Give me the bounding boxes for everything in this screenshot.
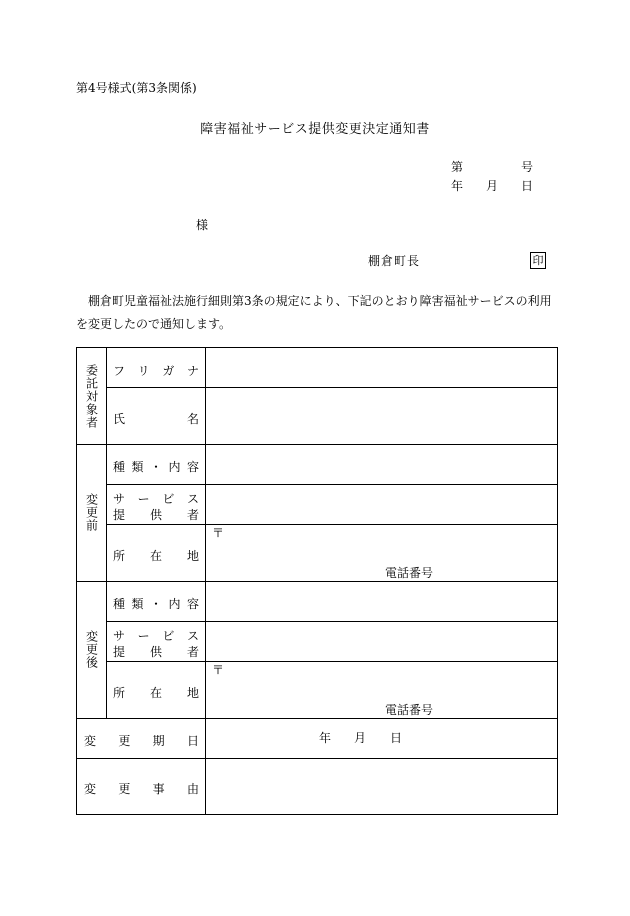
before-group-label: 変更前 <box>84 493 99 532</box>
column-divider <box>205 348 206 815</box>
column-divider <box>106 348 107 718</box>
row-divider <box>77 718 558 719</box>
row-divider <box>77 758 558 759</box>
change-reason-label: 変 更 事 由 <box>84 782 199 796</box>
change-date-day: 日 <box>390 731 403 745</box>
form-number: 第4号様式(第3条関係) <box>76 81 197 95</box>
notice-table <box>76 347 558 815</box>
before-phone-label: 電話番号 <box>385 566 434 580</box>
before-address-label: 所 在 地 <box>113 549 199 563</box>
row-divider <box>106 621 558 622</box>
doc-number-suffix: 号 <box>521 160 534 174</box>
date-year-label: 年 <box>451 179 464 193</box>
after-type-label: 種 類 ・ 内 容 <box>113 597 199 611</box>
before-service-label-1: サ ー ビ ス <box>113 492 199 506</box>
doc-number-prefix: 第 <box>451 160 464 174</box>
before-type-label: 種 類 ・ 内 容 <box>113 460 199 474</box>
after-address-label: 所 在 地 <box>113 686 199 700</box>
document-title: 障害福祉サービス提供変更決定通知書 <box>200 122 430 137</box>
subject-group-label: 委託対象者 <box>84 363 99 429</box>
change-date-month: 月 <box>354 731 367 745</box>
after-postal-mark: 〒 <box>212 663 225 677</box>
after-group-label: 変更後 <box>84 630 99 669</box>
furigana-label: フ リ ガ ナ <box>113 364 199 378</box>
date-day-label: 日 <box>521 179 534 193</box>
after-service-label-1: サ ー ビ ス <box>113 629 199 643</box>
seal-mark: 印 <box>530 252 546 269</box>
before-postal-mark: 〒 <box>212 526 225 540</box>
row-divider <box>77 444 558 445</box>
date-month-label: 月 <box>486 179 499 193</box>
recipient-honorific: 様 <box>196 218 209 232</box>
row-divider <box>106 524 558 525</box>
change-date-year: 年 <box>319 731 332 745</box>
name-label: 氏 名 <box>113 412 199 426</box>
before-service-label-2: 提 供 者 <box>113 508 199 522</box>
row-divider <box>106 387 558 388</box>
issuer-name: 棚倉町長 <box>368 254 421 268</box>
row-divider <box>77 581 558 582</box>
row-divider <box>106 484 558 485</box>
body-text: 棚倉町児童福祉法施行細則第3条の規定により、下記のとおり障害福祉サービスの利用を変更したので通知します。 <box>76 294 552 331</box>
after-service-label-2: 提 供 者 <box>113 645 199 659</box>
after-phone-label: 電話番号 <box>385 703 434 717</box>
change-date-label: 変 更 期 日 <box>84 734 199 748</box>
row-divider <box>106 661 558 662</box>
